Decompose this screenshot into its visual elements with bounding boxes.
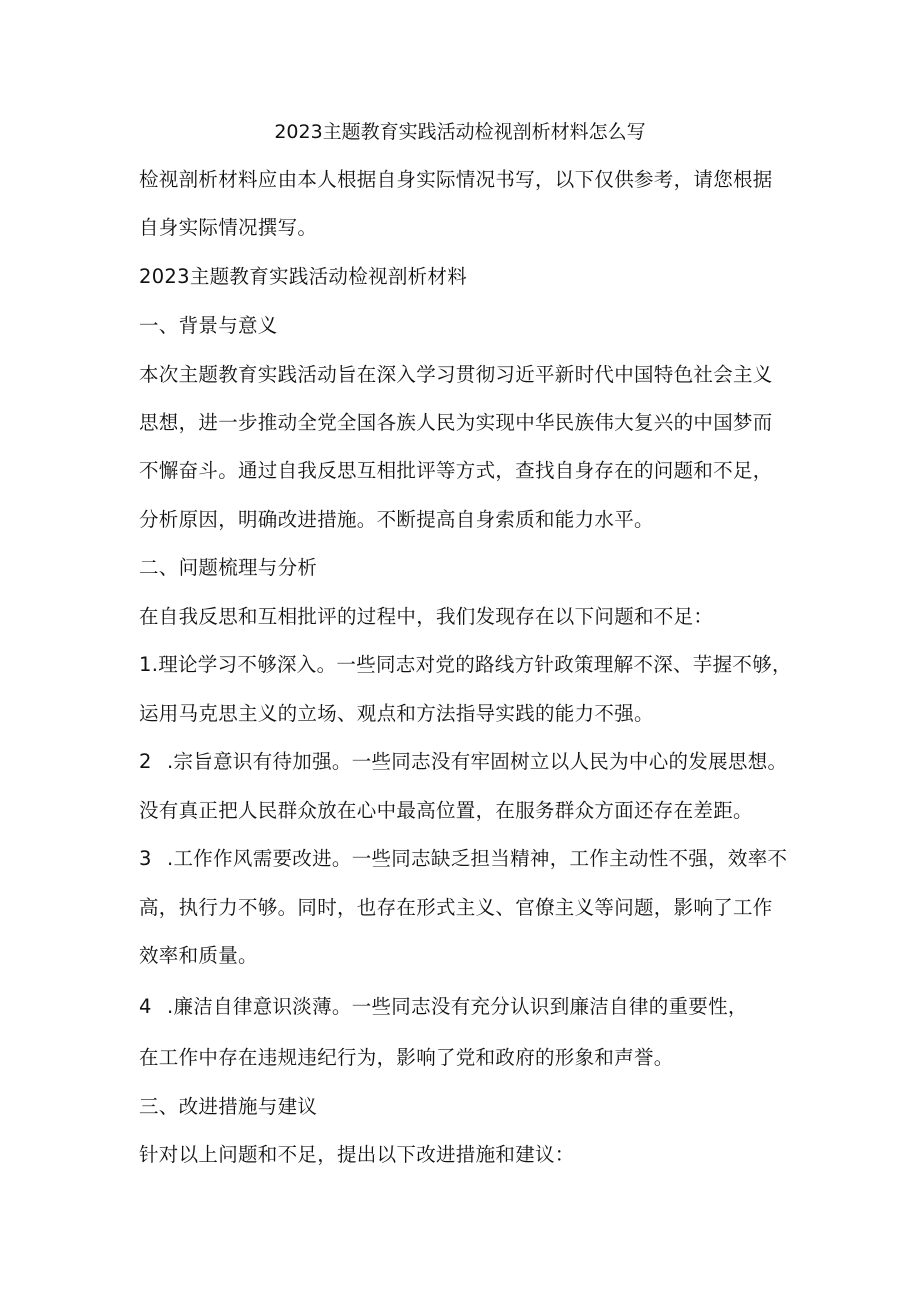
paragraph-line: 分析原因，明确改进措施。不断提高自身索质和能力水平。 [139, 508, 654, 531]
section-heading-background: 一、背景与意义 [139, 314, 278, 337]
paragraph-line: 不懈奋斗。通过自我反思互相批评等方式，查找自身存在的问题和不足， [139, 459, 773, 482]
list-item-2 [139, 749, 787, 775]
paragraph-line: 在自我反思和互相批评的过程中，我们发现存在以下问题和不足： [139, 605, 714, 628]
intro-line: 自身实际情况撰写。 [139, 216, 318, 239]
document-subtitle: 2023主题教育实践活动检视剖析材料 [139, 265, 468, 288]
paragraph-line: 思想，进一步推动全党全国各族人民为实现中华民族伟大复兴的中国梦而 [139, 411, 773, 434]
section-heading-measures: 三、改进措施与建议 [139, 1095, 318, 1118]
list-number: 2 [139, 750, 152, 773]
list-item-text: .宗旨意识有待加强。一些同志没有牢固树立以人民为中心的发展思想。 [167, 750, 788, 773]
list-item-4 [139, 994, 748, 1020]
paragraph-line: 针对以上问题和不足，提出以下改进措施和建议： [139, 1143, 575, 1166]
document-title: 2023主题教育实践活动检视剖析材料怎么写 [274, 121, 646, 143]
section-heading-problems: 二、问题梳理与分析 [139, 556, 318, 579]
list-item-3 [139, 846, 787, 872]
list-item-4-line: 在工作中存在违规违纪行为，影响了党和政府的形象和声誉。 [139, 1046, 674, 1069]
list-item-3-line: 高，执行力不够。同时，也存在形式主义、官僚主义等问题，影响了工作 [139, 896, 773, 919]
list-item-2-line: 没有真正把人民群众放在心中最高位置，在服务群众方面还存在差距。 [139, 799, 753, 822]
list-item-text: .廉洁自律意识淡薄。一些同志没有充分认识到廉洁自律的重要性， [167, 995, 748, 1018]
list-item-text: .工作作风需要改进。一些同志缺乏担当精神，工作主动性不强，效率不 [167, 847, 788, 870]
list-item-3-line: 效率和质量。 [139, 944, 258, 967]
intro-line: 检视剖析材料应由本人根据自身实际情况书写，以下仅供参考，请您根据 [139, 168, 773, 191]
list-number: 3 [139, 847, 152, 870]
list-item-1-line: 运用马克思主义的立场、观点和方法指导实践的能力不强。 [139, 702, 654, 725]
paragraph-line: 本次主题教育实践活动旨在深入学习贯彻习近平新时代中国特色社会主义 [139, 363, 773, 386]
list-item-1-line: 1.理论学习不够深入。一些同志对党的路线方针政策理解不深、芋握不够， [139, 653, 792, 676]
list-number: 4 [139, 995, 152, 1018]
